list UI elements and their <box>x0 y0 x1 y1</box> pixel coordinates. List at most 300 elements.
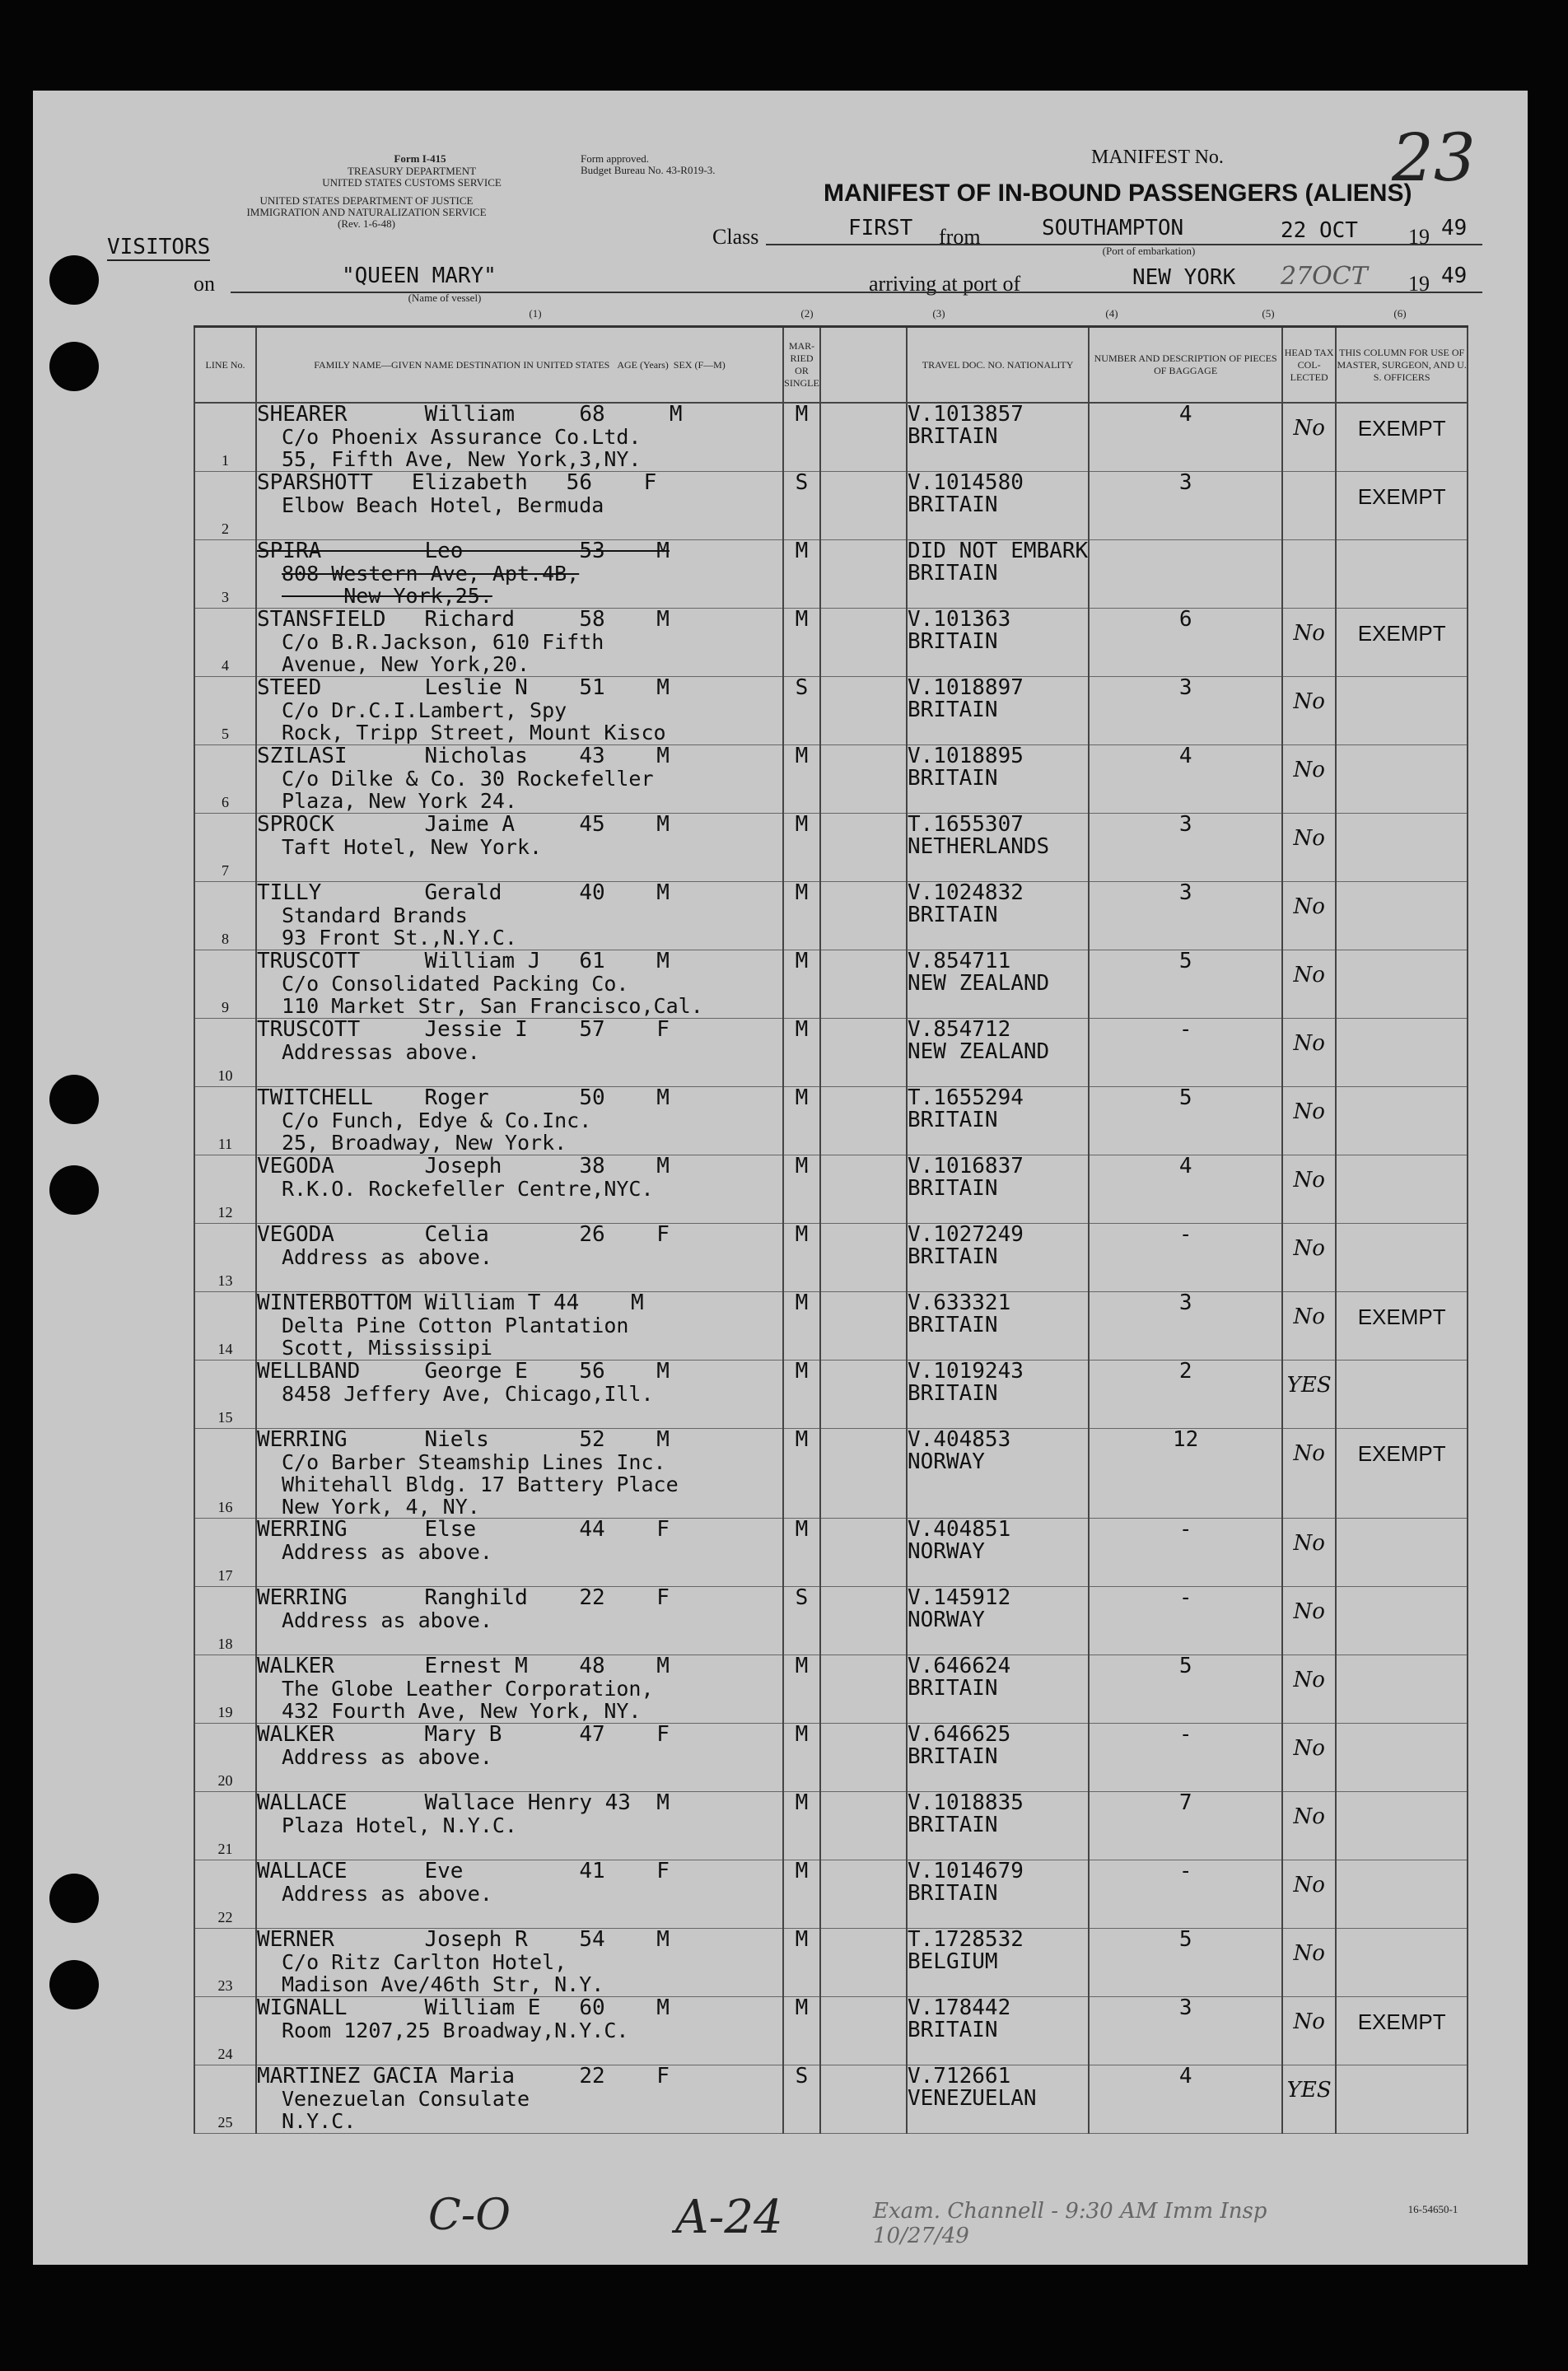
form-approved: Form approved. <box>581 152 650 165</box>
table-row <box>194 540 1468 609</box>
marital-status: S <box>783 677 820 745</box>
year-prefix-1: 19 <box>1408 225 1430 249</box>
spacer-cell <box>820 1429 907 1519</box>
nationality: BRITAIN <box>908 424 998 449</box>
passenger-name-cell <box>256 1997 783 2065</box>
passenger-address: C/o Dilke & Co. 30 Rockefeller Plaza, New York 24. <box>282 767 654 813</box>
travel-doc-cell <box>907 1655 1089 1724</box>
table-row <box>194 403 1468 472</box>
travel-doc-cell <box>907 1224 1089 1292</box>
travel-doc-cell <box>907 1860 1089 1929</box>
table-row <box>194 745 1468 814</box>
line-number-cell <box>194 1587 256 1655</box>
col-travel: TRAVEL DOC. NO. NATIONALITY <box>907 327 1089 404</box>
travel-doc-cell <box>907 1997 1089 2065</box>
arrival-date: 27OCT <box>1281 262 1368 291</box>
travel-doc-number: V.1018835 <box>908 1790 1024 1815</box>
table-row <box>194 882 1468 950</box>
baggage-count: 3 <box>1089 472 1282 540</box>
officer-note <box>1336 1724 1468 1792</box>
passenger-name-cell <box>256 677 783 745</box>
passenger-name: WERRING Ranghild 22 F <box>257 1585 670 1610</box>
line-number: 2 <box>222 520 229 537</box>
travel-doc-number: V.145912 <box>908 1585 1011 1610</box>
nationality: NORWAY <box>908 1539 985 1564</box>
baggage-count: 3 <box>1089 882 1282 950</box>
passenger-name-cell <box>256 950 783 1019</box>
line-number: 7 <box>222 862 229 879</box>
spacer-cell <box>820 745 907 814</box>
passenger-address: C/o Barber Steamship Lines Inc. Whitehall Bldg. 17 Battery Place New York, 4, NY. <box>282 1450 679 1519</box>
travel-doc-number: V.101363 <box>908 607 1011 632</box>
nationality: NEW ZEALAND <box>908 1039 1050 1064</box>
marital-status: M <box>783 1224 820 1292</box>
travel-doc-cell <box>907 677 1089 745</box>
spacer-cell <box>820 1587 907 1655</box>
passenger-name: WALKER Mary B 47 F <box>257 1722 670 1747</box>
nationality: BRITAIN <box>908 492 998 517</box>
passenger-name: SZILASI Nicholas 43 M <box>257 744 670 768</box>
marital-status: M <box>783 1361 820 1429</box>
embark-label: (Port of embarkation) <box>1102 245 1196 257</box>
head-tax: No <box>1282 1224 1336 1292</box>
line-number: 22 <box>217 1909 233 1925</box>
head-tax: No <box>1282 1292 1336 1361</box>
passenger-name-cell <box>256 745 783 814</box>
nationality: BRITAIN <box>908 1676 998 1701</box>
line-number-cell <box>194 1997 256 2065</box>
nationality: NEW ZEALAND <box>908 971 1050 996</box>
passenger-name-cell <box>256 1792 783 1860</box>
travel-doc-cell <box>907 1292 1089 1361</box>
justice-label: UNITED STATES DEPARTMENT OF JUSTICE <box>259 194 474 207</box>
passenger-name: WERNER Joseph R 54 M <box>257 1927 670 1952</box>
passenger-address: 808 Western Ave, Apt.4B, New York,25. <box>282 562 580 608</box>
line-number-cell <box>194 882 256 950</box>
officer-note <box>1336 540 1468 609</box>
travel-doc-number: V.1013857 <box>908 402 1024 427</box>
head-tax: YES <box>1282 1361 1336 1429</box>
baggage-count: 3 <box>1089 677 1282 745</box>
head-tax: No <box>1282 1087 1336 1155</box>
table-row <box>194 1724 1468 1792</box>
line-number-cell <box>194 950 256 1019</box>
form-code: 16-54650-1 <box>1407 2203 1458 2215</box>
passenger-name: WIGNALL William E 60 M <box>257 1995 670 2020</box>
passenger-name: SPARSHOTT Elizabeth 56 F <box>257 470 657 495</box>
nationality: BRITAIN <box>908 1813 998 1837</box>
nationality: NORWAY <box>908 1449 985 1474</box>
travel-doc-cell <box>907 745 1089 814</box>
nationality: BRITAIN <box>908 1244 998 1269</box>
officer-note <box>1336 1792 1468 1860</box>
head-tax: No <box>1282 882 1336 950</box>
vessel-label: (Name of vessel) <box>408 292 482 304</box>
marital-status: M <box>783 1087 820 1155</box>
passenger-name: SHEARER William 68 M <box>257 402 683 427</box>
officer-note: EXEMPT <box>1336 403 1468 472</box>
officer-note <box>1336 677 1468 745</box>
baggage-count: 3 <box>1089 814 1282 882</box>
travel-doc-cell <box>907 1519 1089 1587</box>
spacer-cell <box>820 1997 907 2065</box>
spacer-cell <box>820 1292 907 1361</box>
head-tax <box>1282 540 1336 609</box>
travel-doc-number: V.1018895 <box>908 744 1024 768</box>
travel-doc-number: V.404853 <box>908 1427 1011 1452</box>
table-row <box>194 1429 1468 1519</box>
line-number: 21 <box>217 1841 233 1857</box>
nationality: BRITAIN <box>908 1108 998 1132</box>
nationality: BRITAIN <box>908 766 998 791</box>
departure-date: 22 OCT <box>1281 218 1358 243</box>
passenger-address: Address as above. <box>282 1882 492 1906</box>
line-number: 11 <box>217 1136 233 1152</box>
baggage-count: 4 <box>1089 1155 1282 1224</box>
passenger-name-cell <box>256 609 783 677</box>
passenger-name-cell <box>256 1224 783 1292</box>
nationality: BRITAIN <box>908 1881 998 1906</box>
spacer-cell <box>820 1019 907 1087</box>
head-tax: No <box>1282 1519 1336 1587</box>
from-value: SOUTHAMPTON <box>1042 216 1184 240</box>
officer-note <box>1336 1929 1468 1997</box>
head-tax: No <box>1282 745 1336 814</box>
head-tax: No <box>1282 677 1336 745</box>
passenger-address: Taft Hotel, New York. <box>282 835 543 859</box>
line-number: 25 <box>217 2114 233 2131</box>
marital-status: M <box>783 814 820 882</box>
passenger-name-cell <box>256 1929 783 1997</box>
line-number-cell <box>194 1224 256 1292</box>
baggage-count <box>1089 540 1282 609</box>
baggage-count: 5 <box>1089 1087 1282 1155</box>
travel-doc-number: V.1019243 <box>908 1359 1024 1384</box>
baggage-count: 5 <box>1089 950 1282 1019</box>
table-row <box>194 2065 1468 2134</box>
table-row <box>194 472 1468 540</box>
footer-mark-co: C-O <box>428 2191 511 2240</box>
spacer-cell <box>820 1519 907 1587</box>
passenger-name-cell <box>256 1019 783 1087</box>
line-number: 16 <box>217 1499 233 1515</box>
travel-doc-cell <box>907 1155 1089 1224</box>
travel-doc-cell <box>907 1724 1089 1792</box>
passenger-address: R.K.O. Rockefeller Centre,NYC. <box>282 1177 654 1201</box>
spacer-cell <box>820 472 907 540</box>
passenger-address: Address as above. <box>282 1608 492 1632</box>
head-tax: No <box>1282 814 1336 882</box>
passenger-name: STANSFIELD Richard 58 M <box>257 607 670 632</box>
line-number: 1 <box>222 452 229 469</box>
baggage-count: 3 <box>1089 1292 1282 1361</box>
head-tax: No <box>1282 950 1336 1019</box>
baggage-count: - <box>1089 1860 1282 1929</box>
travel-doc-number: V.178442 <box>908 1995 1011 2020</box>
passenger-name: WELLBAND George E 56 M <box>257 1359 670 1384</box>
passenger-address: C/o Dr.C.I.Lambert, Spy Rock, Tripp Street, Mount Kisco <box>282 698 666 744</box>
officer-note: EXEMPT <box>1336 1997 1468 2065</box>
rev-label: (Rev. 1-6-48) <box>338 217 395 230</box>
head-tax <box>1282 472 1336 540</box>
col-num-2: (2) <box>800 307 814 320</box>
table-row <box>194 1929 1468 1997</box>
line-number-cell <box>194 472 256 540</box>
head-tax: No <box>1282 1929 1336 1997</box>
line-number-cell <box>194 1292 256 1361</box>
travel-doc-number: V.633321 <box>908 1291 1011 1315</box>
travel-doc-cell <box>907 950 1089 1019</box>
line-number: 23 <box>217 1977 233 1994</box>
travel-doc-cell <box>907 472 1089 540</box>
manifest-title: MANIFEST OF IN-BOUND PASSENGERS (ALIENS) <box>824 180 1412 207</box>
head-tax: YES <box>1282 2065 1336 2134</box>
nationality: BRITAIN <box>908 2018 998 2042</box>
travel-doc-number: DID NOT EMBARK <box>908 539 1089 563</box>
spacer-cell <box>820 677 907 745</box>
passenger-name-cell <box>256 1087 783 1155</box>
travel-doc-cell <box>907 403 1089 472</box>
arriving-label: arriving at port of <box>869 272 1021 296</box>
marital-status: M <box>783 745 820 814</box>
marital-status: M <box>783 1019 820 1087</box>
line-number: 19 <box>217 1704 233 1720</box>
nationality: BRITAIN <box>908 1176 998 1201</box>
travel-doc-cell <box>907 882 1089 950</box>
table-row <box>194 1587 1468 1655</box>
passenger-address: Addressas above. <box>282 1040 480 1064</box>
line-number: 12 <box>217 1204 233 1221</box>
year-value-2: 49 <box>1441 264 1468 288</box>
passenger-address: C/o Phoenix Assurance Co.Ltd. 55, Fifth Ave, New York,3,NY. <box>282 425 642 471</box>
nationality: BRITAIN <box>908 1744 998 1769</box>
passenger-name-cell <box>256 1361 783 1429</box>
baggage-count: 4 <box>1089 2065 1282 2134</box>
marital-status: M <box>783 609 820 677</box>
spacer-cell <box>820 1929 907 1997</box>
officer-note <box>1336 1655 1468 1724</box>
line-number-cell <box>194 1929 256 1997</box>
travel-doc-cell <box>907 540 1089 609</box>
baggage-count: - <box>1089 1587 1282 1655</box>
line-number-cell <box>194 1361 256 1429</box>
travel-doc-number: V.1027249 <box>908 1222 1024 1247</box>
travel-doc-cell <box>907 1587 1089 1655</box>
officer-note: EXEMPT <box>1336 609 1468 677</box>
nationality: BELGIUM <box>908 1949 998 1974</box>
travel-doc-cell <box>907 1429 1089 1519</box>
table-row <box>194 950 1468 1019</box>
spacer-cell <box>820 2065 907 2134</box>
travel-doc-cell <box>907 1087 1089 1155</box>
line-number-cell <box>194 745 256 814</box>
passenger-address: Plaza Hotel, N.Y.C. <box>282 1813 517 1837</box>
nationality: NETHERLANDS <box>908 834 1050 859</box>
passenger-name: MARTINEZ GACIA Maria 22 F <box>257 2064 670 2089</box>
passenger-name: WERRING Else 44 F <box>257 1517 670 1542</box>
baggage-count: 2 <box>1089 1361 1282 1429</box>
marital-status: M <box>783 540 820 609</box>
class-rule <box>766 244 1482 245</box>
marital-status: M <box>783 1724 820 1792</box>
baggage-count: 7 <box>1089 1792 1282 1860</box>
marital-status: M <box>783 403 820 472</box>
line-number: 17 <box>217 1567 233 1584</box>
table-row <box>194 814 1468 882</box>
punch-hole-5 <box>49 1874 99 1923</box>
line-number-cell <box>194 1792 256 1860</box>
passenger-name: TILLY Gerald 40 M <box>257 880 670 905</box>
passenger-name-cell <box>256 1724 783 1792</box>
travel-doc-number: V.1018897 <box>908 675 1024 700</box>
passenger-address: 8458 Jeffery Ave, Chicago,Ill. <box>282 1382 654 1406</box>
passenger-name-cell <box>256 1155 783 1224</box>
spacer-cell <box>820 1224 907 1292</box>
officer-note: EXEMPT <box>1336 1292 1468 1361</box>
baggage-count: - <box>1089 1019 1282 1087</box>
officer-note <box>1336 1587 1468 1655</box>
passenger-name: VEGODA Joseph 38 M <box>257 1154 670 1178</box>
head-tax: No <box>1282 1655 1336 1724</box>
officer-note <box>1336 814 1468 882</box>
line-number-cell <box>194 1519 256 1587</box>
passenger-name: STEED Leslie N 51 M <box>257 675 670 700</box>
line-number: 6 <box>222 794 229 810</box>
officer-note <box>1336 950 1468 1019</box>
marital-status: M <box>783 1860 820 1929</box>
marital-status: M <box>783 950 820 1019</box>
marital-status: M <box>783 1519 820 1587</box>
vessel-rule <box>231 292 1482 293</box>
passenger-table <box>194 325 1468 2134</box>
line-number: 18 <box>217 1636 233 1652</box>
spacer-cell <box>820 403 907 472</box>
marital-status: M <box>783 1997 820 2065</box>
head-tax: No <box>1282 1792 1336 1860</box>
passenger-name: WALKER Ernest M 48 M <box>257 1654 670 1678</box>
travel-doc-number: V.646625 <box>908 1722 1011 1747</box>
on-label: on <box>194 272 215 296</box>
punch-hole-4 <box>49 1165 99 1215</box>
baggage-count: 3 <box>1089 1997 1282 2065</box>
passenger-name: TRUSCOTT William J 61 M <box>257 949 670 973</box>
head-tax: No <box>1282 1724 1336 1792</box>
passenger-name-cell <box>256 1860 783 1929</box>
line-number: 9 <box>222 999 229 1015</box>
travel-doc-cell <box>907 1929 1089 1997</box>
line-number: 4 <box>222 657 229 674</box>
travel-doc-number: T.1655307 <box>908 812 1024 837</box>
passenger-address: Room 1207,25 Broadway,N.Y.C. <box>282 2019 629 2042</box>
table-row <box>194 1792 1468 1860</box>
table-row <box>194 1292 1468 1361</box>
passenger-name-cell <box>256 1292 783 1361</box>
spacer-cell <box>820 1361 907 1429</box>
col-headtax: HEAD TAX COL-LECTED <box>1282 327 1336 404</box>
spacer-cell <box>820 609 907 677</box>
col-baggage: NUMBER AND DESCRIPTION OF PIECES OF BAGGAGE <box>1089 327 1282 404</box>
passenger-name-cell <box>256 1587 783 1655</box>
line-number-cell <box>194 609 256 677</box>
passenger-name-cell <box>256 1429 783 1519</box>
line-number-cell <box>194 1655 256 1724</box>
passenger-address: Standard Brands 93 Front St.,N.Y.C. <box>282 903 517 950</box>
passenger-name: TRUSCOTT Jessie I 57 F <box>257 1017 670 1042</box>
marital-status: M <box>783 1929 820 1997</box>
line-number: 3 <box>222 589 229 605</box>
punch-hole-1 <box>49 255 99 305</box>
officer-note <box>1336 1519 1468 1587</box>
baggage-count: - <box>1089 1724 1282 1792</box>
arrival-port: NEW YORK <box>1132 265 1236 290</box>
passenger-name-cell <box>256 540 783 609</box>
table-row <box>194 1155 1468 1224</box>
passenger-name: TWITCHELL Roger 50 M <box>257 1085 670 1110</box>
head-tax: No <box>1282 403 1336 472</box>
passenger-name-cell <box>256 1519 783 1587</box>
spacer-cell <box>820 1792 907 1860</box>
passenger-name-cell <box>256 403 783 472</box>
head-tax: No <box>1282 1997 1336 2065</box>
visitors-label: VISITORS <box>107 235 211 259</box>
marital-status: M <box>783 1655 820 1724</box>
passenger-name: WALLACE Eve 41 F <box>257 1859 670 1883</box>
line-number-cell <box>194 1860 256 1929</box>
passenger-address: Delta Pine Cotton Plantation Scott, Mississipi <box>282 1314 629 1360</box>
col-num-1: (1) <box>529 307 542 320</box>
line-number-cell <box>194 1429 256 1519</box>
nationality: BRITAIN <box>908 698 998 722</box>
spacer-cell <box>820 1087 907 1155</box>
baggage-count: 5 <box>1089 1655 1282 1724</box>
spacer-cell <box>820 814 907 882</box>
col-num-4: (4) <box>1105 307 1118 320</box>
passenger-address: Address as above. <box>282 1540 492 1564</box>
passenger-name: WERRING Niels 52 M <box>257 1427 670 1452</box>
passenger-name: WINTERBOTTOM William T 44 M <box>257 1291 644 1315</box>
travel-doc-number: V.712661 <box>908 2064 1011 2089</box>
passenger-name-cell <box>256 882 783 950</box>
line-number: 13 <box>217 1272 233 1289</box>
year-prefix-2: 19 <box>1408 272 1430 296</box>
travel-doc-number: T.1655294 <box>908 1085 1024 1110</box>
line-number-cell <box>194 1724 256 1792</box>
class-label: Class <box>712 225 759 249</box>
officer-note <box>1336 1361 1468 1429</box>
officer-note <box>1336 1087 1468 1155</box>
marital-status: S <box>783 1587 820 1655</box>
baggage-count: 4 <box>1089 403 1282 472</box>
table-row <box>194 609 1468 677</box>
table-row <box>194 1519 1468 1587</box>
travel-doc-cell <box>907 609 1089 677</box>
class-value: FIRST <box>848 216 913 240</box>
table-row <box>194 1655 1468 1724</box>
spacer-cell <box>820 882 907 950</box>
officer-note <box>1336 745 1468 814</box>
line-number: 8 <box>222 931 229 947</box>
line-number-cell <box>194 814 256 882</box>
line-number: 24 <box>217 2046 233 2062</box>
officer-note: EXEMPT <box>1336 1429 1468 1519</box>
col-married: MAR-RIED OR SINGLE <box>783 327 820 404</box>
baggage-count: 12 <box>1089 1429 1282 1519</box>
head-tax: No <box>1282 1155 1336 1224</box>
baggage-count: 6 <box>1089 609 1282 677</box>
nationality: VENEZUELAN <box>908 2086 1037 2111</box>
officer-note <box>1336 882 1468 950</box>
table-row <box>194 677 1468 745</box>
